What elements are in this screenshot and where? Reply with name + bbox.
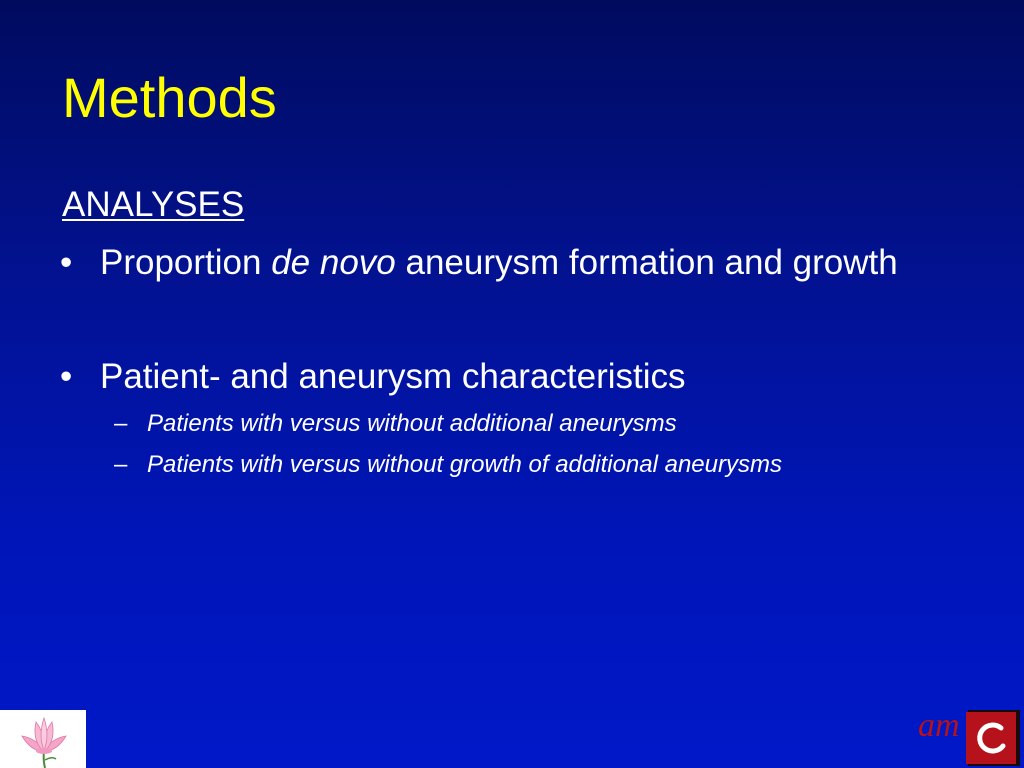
slide-title: Methods: [62, 66, 277, 129]
sub-bullet-growth: [114, 450, 782, 480]
lotus-flower-icon: [0, 710, 86, 768]
bullet-text: Patient- and aneurysm characteristics: [100, 357, 686, 396]
bullet-text: Proportion: [100, 243, 272, 282]
lotus-logo: [0, 710, 86, 768]
logo-text: am: [918, 707, 960, 744]
bullet-item-proportion: [60, 242, 898, 284]
sub-bullet-text: Patients with versus without growth of additional aneurysms: [147, 451, 782, 478]
bullet-text-italic: de novo: [271, 243, 396, 282]
sub-bullet-additional: [114, 409, 677, 439]
sub-bullet-marker: –: [114, 451, 128, 478]
sub-bullet-text: Patients with versus without additional aneurysms: [147, 410, 677, 437]
bullet-item-characteristics: [60, 356, 686, 398]
bullet-text: aneurysm formation and growth: [395, 243, 898, 282]
am-logo: [916, 706, 1024, 768]
bullet-marker: •: [60, 243, 73, 282]
c-ring-logo-icon: [966, 710, 1020, 766]
section-heading: ANALYSES: [62, 185, 245, 224]
sub-bullet-marker: –: [114, 410, 128, 437]
bullet-marker: •: [60, 357, 73, 396]
